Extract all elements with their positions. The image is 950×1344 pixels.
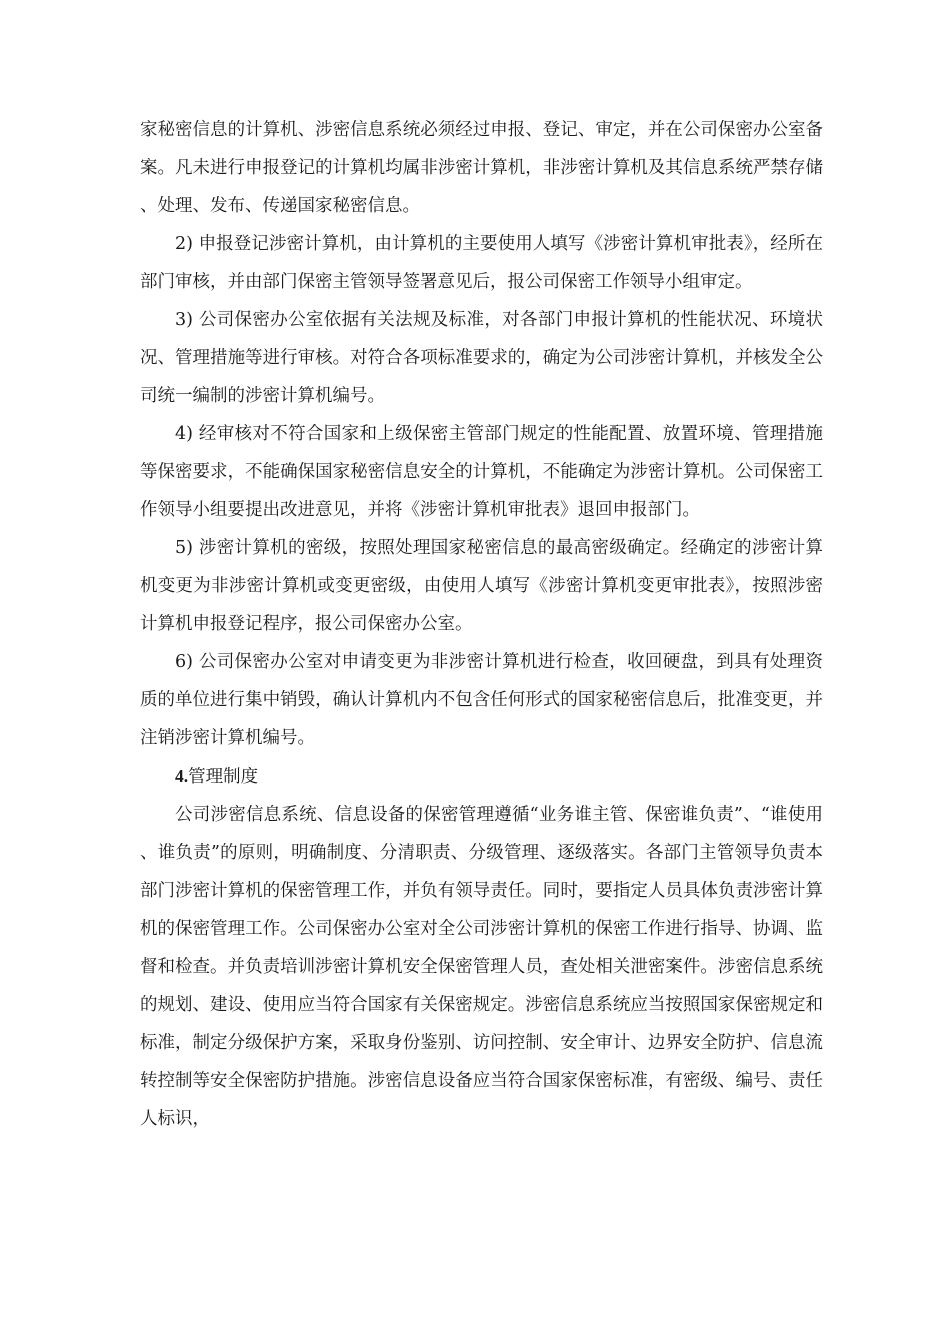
paragraph-item-6: 6) 公司保密办公室对申请变更为非涉密计算机进行检查，收回硬盘，到具有处理资质的单位进行集中销毁，确认计算机内不包含任何形式的国家秘密信息后，批准变更，并注销涉密计算机编号。 bbox=[140, 652, 823, 748]
section-heading bbox=[140, 757, 823, 796]
paragraph-management-body: 公司涉密信息系统、信息设备的保密管理遵循“业务谁主管、保密谁负责”、“谁使用、谁负责”的原则，明确制度、分清职责、分级管理、逐级落实。各部门主管领导负责本部门涉密计算机的保密管理工作，并负有领导责任。同时，要指定人员具体负责涉密计算机的保密管理工作。公司保密办公室对全公司涉密计算机的保密工作进行指导、协调、监督和检查。并负责培训涉密计算机安全保密管理人员，查处相关泄密案件。涉密信息系统的规划、建设、使用应当符合国家有关保密规定。涉密信息系统应当按照国家保密规定和标准，制定分级保护方案，采取身份鉴别、访问控制、安全审计、边界安全防护、信息流转控制等安全保密防护措施。涉密信息设备应当符合国家保密标准，有密级、编号、责任人标识， bbox=[140, 805, 823, 1129]
paragraph-item-3: 3) 公司保密办公室依据有关法规及标准，对各部门申报计算机的性能状况、环境状况、管理措施等进行审核。对符合各项标准要求的，确定为公司涉密计算机，并核发全公司统一编制的涉密计算机编号。 bbox=[140, 310, 823, 406]
paragraph-item-5: 5) 涉密计算机的密级，按照处理国家秘密信息的最高密级确定。经确定的涉密计算机变更为非涉密计算机或变更密级，由使用人填写《涉密计算机变更审批表》，按照涉密计算机申报登记程序，报公司保密办公室。 bbox=[140, 538, 823, 634]
document-body bbox=[140, 111, 823, 1138]
section-number: 4. bbox=[175, 766, 189, 786]
section-title: 管理制度 bbox=[188, 767, 259, 787]
paragraph-item-2: 2) 申报登记涉密计算机，由计算机的主要使用人填写《涉密计算机审批表》，经所在部门审核，并由部门保密主管领导签署意见后，报公司保密工作领导小组审定。 bbox=[140, 234, 823, 292]
paragraph-item-4: 4) 经审核对不符合国家和上级保密主管部门规定的性能配置、放置环境、管理措施等保密要求，不能确保国家秘密信息安全的计算机，不能确定为涉密计算机。公司保密工作领导小组要提出改进意见，并将《涉密计算机审批表》退回申报部门。 bbox=[140, 424, 823, 520]
paragraph-continuation: 家秘密信息的计算机、涉密信息系统必须经过申报、登记、审定，并在公司保密办公室备案。凡未进行申报登记的计算机均属非涉密计算机，非涉密计算机及其信息系统严禁存储、处理、发布、传递国家秘密信息。 bbox=[140, 120, 823, 216]
